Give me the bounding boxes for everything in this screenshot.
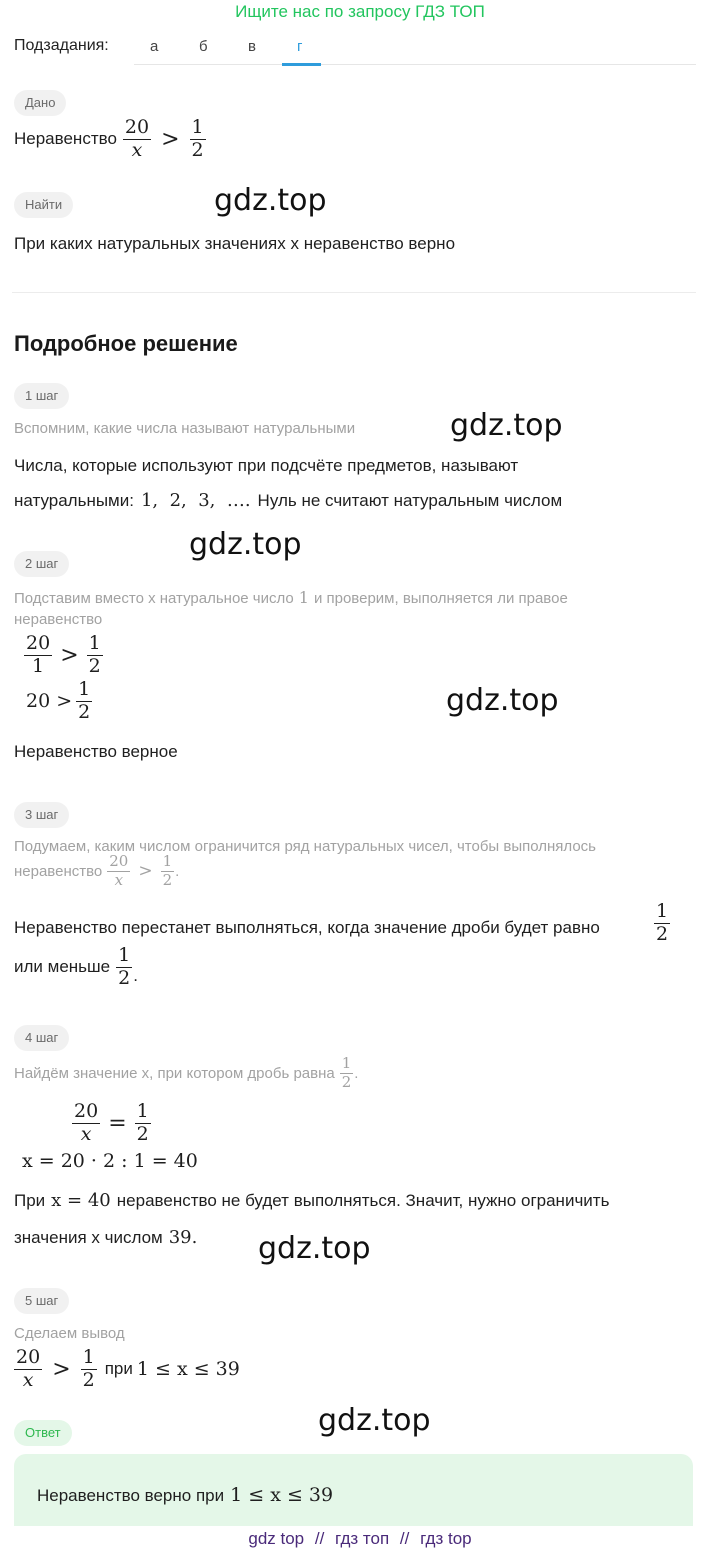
step2-hint-b: и проверим, выполняется ли правое bbox=[313, 590, 568, 607]
frac-num: 1 bbox=[82, 1346, 95, 1368]
step2-hint bbox=[14, 588, 568, 607]
frac-num: 1 bbox=[656, 900, 669, 922]
step3-hint-frac-right bbox=[161, 854, 175, 889]
step2-eq1-frac-left bbox=[24, 634, 52, 677]
frac-num: 20 bbox=[26, 632, 51, 654]
tab-a[interactable]: а bbox=[150, 38, 159, 55]
step4-line1-math: x = 40 bbox=[51, 1190, 111, 1211]
subtasks-label: Подзадания: bbox=[14, 37, 109, 54]
step4-line1-b: неравенство не будет выполняться. Значит, нужно ограничить bbox=[116, 1191, 610, 1210]
watermark: gdz.top bbox=[450, 408, 563, 443]
answer-chip: Ответ bbox=[14, 1420, 72, 1446]
frac-den: 2 bbox=[341, 1072, 352, 1091]
step3-hint-line1: Подумаем, каким числом ограничится ряд натуральных чисел, чтобы выполнялось bbox=[14, 838, 596, 855]
frac-den: 1 bbox=[32, 654, 45, 677]
frac-den: 2 bbox=[191, 138, 204, 161]
step4-line2-a: значения x числом bbox=[14, 1228, 163, 1247]
step4-line2 bbox=[14, 1227, 197, 1248]
frac-num: 1 bbox=[136, 1100, 149, 1122]
frac-num: 1 bbox=[118, 944, 131, 966]
frac-den: x bbox=[131, 138, 143, 161]
watermark: gdz.top bbox=[446, 683, 559, 718]
frac-num: 20 bbox=[16, 1346, 41, 1368]
tabs-underline bbox=[134, 64, 696, 65]
frac-den: x bbox=[114, 870, 124, 889]
find-text: При каких натуральных значениях x неравенство верно bbox=[14, 234, 456, 253]
step3-line2-text: или меньше bbox=[14, 957, 111, 977]
frac-num: 20 bbox=[109, 852, 129, 870]
footer-links bbox=[0, 1529, 720, 1549]
frac-den: 2 bbox=[118, 966, 131, 989]
frac-num: 20 bbox=[74, 1100, 99, 1122]
step4-hint-frac bbox=[340, 1056, 354, 1091]
frac-num: 1 bbox=[78, 678, 91, 700]
footer-sep: // bbox=[314, 1529, 325, 1548]
step2-eq1-op: > bbox=[60, 642, 79, 668]
frac-num: 20 bbox=[124, 116, 150, 138]
step5-frac-right bbox=[81, 1348, 97, 1391]
step3-hint-frac-left bbox=[107, 854, 130, 889]
step3-line2-frac bbox=[116, 946, 132, 989]
given-statement bbox=[14, 118, 206, 161]
answer-content bbox=[37, 1484, 333, 1506]
step2-eq1-frac-right bbox=[87, 634, 103, 677]
step2-eq2-left: 20 > bbox=[26, 690, 73, 713]
step3-hint-op: > bbox=[138, 861, 153, 882]
answer-math: 1 ≤ x ≤ 39 bbox=[230, 1484, 334, 1506]
step2-eq2 bbox=[26, 680, 92, 723]
step4-eq1-frac-right bbox=[135, 1102, 151, 1145]
footer-link-1[interactable]: gdz top bbox=[248, 1529, 305, 1548]
step3-frac bbox=[654, 902, 670, 945]
step1-line2 bbox=[14, 490, 562, 511]
frac-den: 2 bbox=[656, 922, 669, 945]
step5-tail-math: 1 ≤ x ≤ 39 bbox=[136, 1358, 240, 1381]
step1-line1: Числа, которые используют при подсчёте предметов, называют bbox=[14, 456, 519, 475]
step3-hint-text: неравенство bbox=[14, 862, 103, 880]
step2-hint-line2: неравенство bbox=[14, 611, 103, 628]
promo-banner: Ищите нас по запросу ГДЗ ТОП bbox=[235, 2, 485, 21]
step2-result: Неравенство верное bbox=[14, 742, 178, 761]
step4-line2-math: 39. bbox=[168, 1227, 198, 1248]
frac-num: 1 bbox=[88, 632, 101, 654]
tab-g[interactable]: г bbox=[297, 38, 303, 55]
frac-num: 1 bbox=[341, 1054, 352, 1072]
step4-eq1-frac-left bbox=[72, 1102, 100, 1145]
step2-eq1 bbox=[24, 634, 103, 677]
step5-frac-left bbox=[14, 1348, 42, 1391]
footer-sep: // bbox=[399, 1529, 410, 1548]
step4-line1 bbox=[14, 1190, 609, 1211]
step3-line2 bbox=[14, 946, 138, 989]
step3-chip: 3 шаг bbox=[14, 802, 69, 828]
tab-v[interactable]: в bbox=[248, 38, 256, 55]
step5-tail-word: при bbox=[104, 1359, 133, 1379]
step4-line1-a: При bbox=[14, 1191, 46, 1210]
step3-line2-dot: . bbox=[133, 966, 138, 986]
step1-line2-b: Нуль не считают натуральным числом bbox=[257, 491, 563, 510]
step3-line1: Неравенство перестанет выполняться, когда значение дроби будет равно bbox=[14, 918, 600, 937]
step5-chip: 5 шаг bbox=[14, 1288, 69, 1314]
step1-hint: Вспомним, какие числа называют натуральными bbox=[14, 420, 356, 437]
frac-den: x bbox=[80, 1122, 92, 1145]
watermark: gdz.top bbox=[258, 1231, 371, 1266]
frac-num: 1 bbox=[162, 852, 173, 870]
active-tab-indicator bbox=[282, 63, 321, 66]
solution-title: Подробное решение bbox=[14, 331, 238, 356]
step4-eq2: x = 20 · 2 : 1 = 40 bbox=[22, 1150, 198, 1172]
given-frac-right bbox=[190, 118, 206, 161]
footer-link-3[interactable]: гдз top bbox=[420, 1529, 472, 1548]
frac-den: 2 bbox=[162, 870, 173, 889]
step2-hint-num: 1 bbox=[298, 588, 309, 607]
step3-line1-frac bbox=[654, 902, 670, 945]
step2-chip: 2 шаг bbox=[14, 551, 69, 577]
given-chip: Дано bbox=[14, 90, 66, 116]
watermark: gdz.top bbox=[214, 183, 327, 218]
given-frac-left bbox=[123, 118, 151, 161]
step1-line2-a: натуральными: bbox=[14, 491, 134, 510]
watermark: gdz.top bbox=[189, 527, 302, 562]
step5-op: > bbox=[52, 1356, 71, 1382]
frac-num: 1 bbox=[191, 116, 204, 138]
frac-den: 2 bbox=[88, 654, 101, 677]
step4-eq1-op: = bbox=[108, 1110, 127, 1136]
step4-eq1 bbox=[72, 1102, 151, 1145]
step5-hint: Сделаем вывод bbox=[14, 1325, 125, 1342]
step4-hint bbox=[14, 1056, 358, 1091]
step1-chip: 1 шаг bbox=[14, 383, 69, 409]
given-op: > bbox=[161, 126, 180, 152]
answer-text: Неравенство верно при bbox=[37, 1486, 225, 1505]
step4-chip: 4 шаг bbox=[14, 1025, 69, 1051]
frac-den: 2 bbox=[82, 1368, 95, 1391]
step3-hint-line2 bbox=[14, 854, 179, 889]
step3-hint-dot: . bbox=[175, 862, 180, 880]
frac-den: 2 bbox=[78, 700, 91, 723]
footer-link-2[interactable]: гдз топ bbox=[335, 1529, 390, 1548]
step4-hint-text: Найдём значение x, при котором дробь равна bbox=[14, 1064, 335, 1082]
step4-hint-dot: . bbox=[354, 1064, 359, 1082]
given-text: Неравенство bbox=[14, 129, 117, 149]
step2-eq2-frac bbox=[76, 680, 92, 723]
tab-b[interactable]: б bbox=[199, 38, 208, 55]
watermark: gdz.top bbox=[318, 1403, 431, 1438]
step2-hint-a: Подставим вместо x натуральное число bbox=[14, 590, 294, 607]
step1-line2-math: 1, 2, 3, …. bbox=[140, 490, 251, 511]
step5-eq bbox=[14, 1348, 240, 1391]
frac-den: 2 bbox=[136, 1122, 149, 1145]
section-divider bbox=[12, 292, 696, 293]
find-chip: Найти bbox=[14, 192, 73, 218]
frac-den: x bbox=[22, 1368, 34, 1391]
